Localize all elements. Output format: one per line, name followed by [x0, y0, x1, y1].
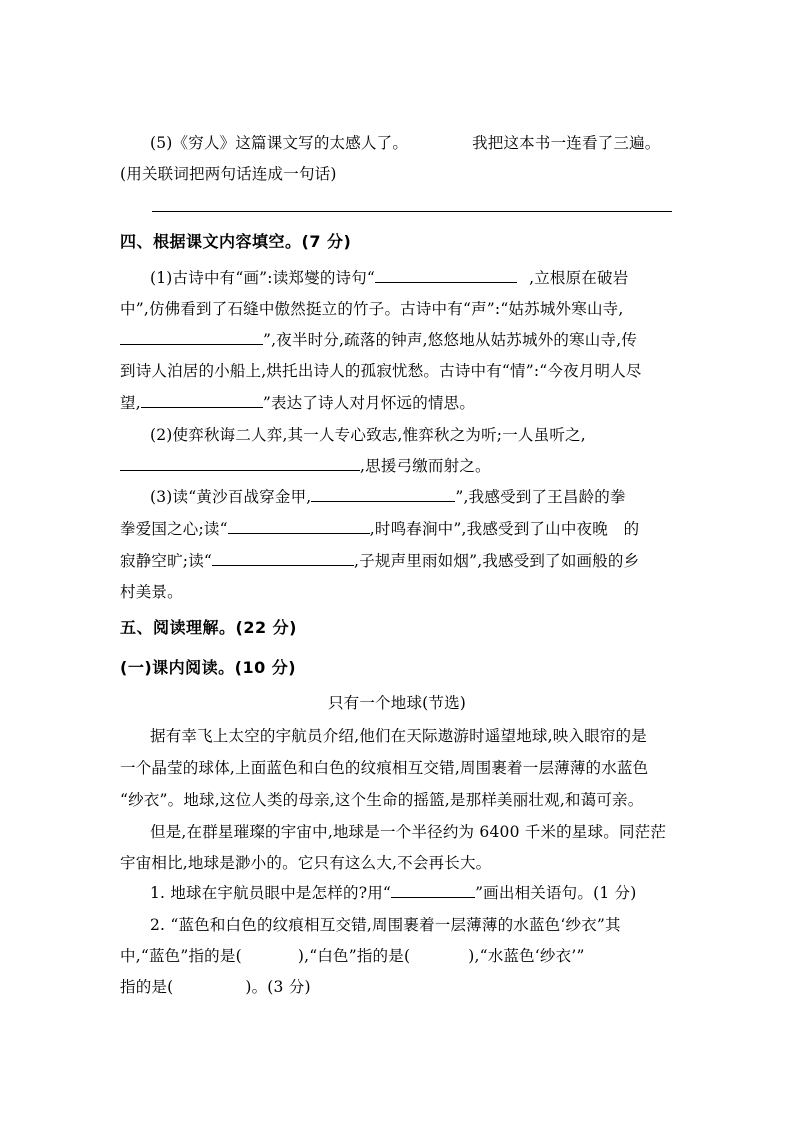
s4-p3-text: 拳爱国之心;读“: [120, 520, 228, 538]
fill-blank[interactable]: [120, 455, 360, 471]
section5-subheading: (一)课内阅读。(10 分): [120, 658, 297, 677]
question-2-line3: [120, 976, 311, 998]
s4-p3-text: ”,我感受到了王昌龄的拳: [455, 488, 626, 506]
s4-p3-text: (3)读“黄沙百战穿金甲,: [150, 488, 312, 506]
passage-line: 但是,在群星璀璨的宇宙中,地球是一个半径约为 6400 千米的星球。同茫茫: [150, 823, 667, 841]
s4-p1-line3: [120, 329, 637, 351]
question-1-text: ”画出相关语句。(1 分): [475, 884, 637, 902]
s4-p1-line4: 到诗人泊居的小船上,烘托出诗人的孤寂忧愁。古诗中有“情”:“今夜月明人尽: [120, 362, 642, 380]
s4-p3-line3: [120, 550, 639, 572]
passage-line: 一个晶莹的球体,上面蓝色和白色的纹痕相互交错,周围裹着一层薄薄的水蓝色: [120, 759, 649, 777]
s4-p3-line4: 村美景。: [120, 583, 183, 601]
question-1-text: 1. 地球在宇航员眼中是怎样的?用“: [150, 884, 392, 902]
s4-p3-line1: [150, 486, 626, 508]
passage-line: “纱衣”。地球,这位人类的母亲,这个生命的摇篮,是那样美丽壮观,和蔼可亲。: [120, 791, 644, 809]
fill-blank[interactable]: [120, 329, 263, 345]
s4-p1-line1: [150, 267, 628, 289]
question-2-text: 中,“蓝色”指的是(: [120, 947, 242, 965]
question-2-text: ),“水蓝色‘纱衣’”: [468, 947, 585, 965]
s4-p3-text: ,时鸣春涧中”,我感受到了山中夜晚 的: [369, 520, 640, 538]
s4-p3-text: ,子规声里雨如烟”,我感受到了如画般的乡: [354, 552, 640, 570]
question-2-line1: 2. “蓝色和白色的纹痕相互交错,周围裹着一层薄薄的水蓝色‘纱衣”其: [150, 916, 621, 934]
question-2-text: 指的是(: [120, 978, 174, 996]
q5-sentence-b: 我把这本书一连看了三遍。: [472, 134, 661, 152]
fill-blank[interactable]: [141, 392, 263, 408]
s4-p1-line5: [120, 392, 475, 414]
passage-line: 宇宙相比,地球是渺小的。它只有这么大,不会再长大。: [120, 854, 492, 872]
q5-sentence-a: (5)《穷人》这篇课文写的太感人了。: [150, 134, 409, 152]
s4-p3-line2: [120, 518, 639, 540]
question-2-text: )。(3 分): [245, 978, 311, 996]
s4-p1-text: 望,: [120, 394, 141, 412]
s4-p3-text: 寂静空旷;读“: [120, 552, 213, 570]
s4-p2-text: ,思援弓缴而射之。: [360, 457, 491, 475]
question-1: [150, 882, 636, 904]
s4-p1-line2: 中”,仿佛看到了石缝中傲然挺立的竹子。古诗中有“声”:“姑苏城外寒山寺,: [120, 300, 624, 318]
s4-p1-text: ,立根原在破岩: [529, 269, 629, 287]
q5-instruction: (用关联词把两句话连成一句话): [120, 165, 337, 183]
fill-blank[interactable]: [375, 267, 517, 283]
section4-heading: 四、根据课文内容填空。(7 分): [120, 232, 352, 251]
question-2-text: ),“白色”指的是(: [297, 947, 411, 965]
passage-line: 据有幸飞上太空的宇航员介绍,他们在天际遨游时遥望地球,映入眼帘的是: [150, 727, 647, 745]
s4-p2-line2: [120, 455, 491, 477]
fill-blank[interactable]: [212, 550, 354, 566]
question-2-line2: [120, 945, 585, 967]
q5-answer-line[interactable]: [152, 211, 672, 212]
s4-p1-text: ”,夜半时分,疏落的钟声,悠悠地从姑苏城外的寒山寺,传: [263, 331, 638, 349]
fill-blank[interactable]: [311, 486, 455, 502]
s4-p1-text: ”表达了诗人对月怀远的情思。: [262, 394, 476, 412]
q5-line1: [150, 132, 660, 154]
passage-title: 只有一个地球(节选): [327, 694, 467, 712]
fill-blank[interactable]: [228, 518, 370, 534]
section5-heading: 五、阅读理解。(22 分): [120, 618, 297, 637]
s4-p2-line1: (2)使弈秋诲二人弈,其一人专心致志,惟弈秋之为听;一人虽听之,: [150, 426, 586, 444]
fill-blank[interactable]: [391, 882, 475, 898]
s4-p1-text: (1)古诗中有“画”:读郑燮的诗句“: [150, 269, 376, 287]
